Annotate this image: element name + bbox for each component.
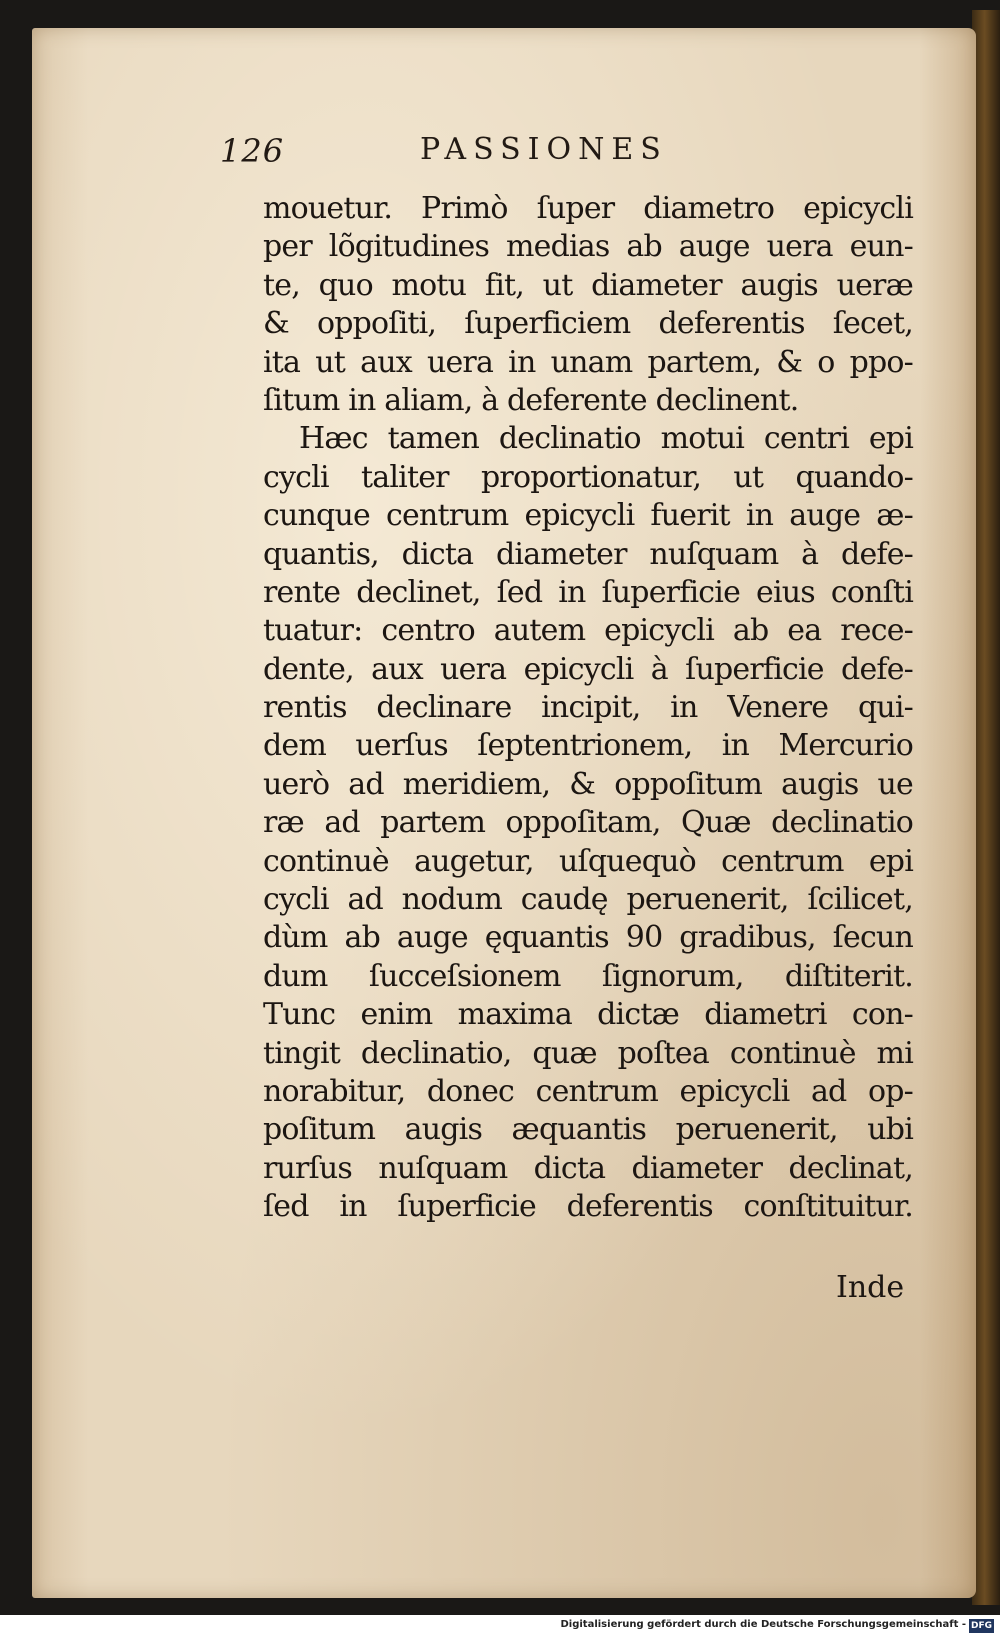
text-line: cycli taliter proportionatur, ut quando- [263,459,913,495]
text-line: & oppoſiti, ſuperficiem deferentis ſecet, [263,306,913,342]
text-line: ita ut aux uera in unam partem, & o ppo- [263,344,913,380]
text-line: dente, aux uera epicycli à ſuperficie defe- [263,651,913,687]
book-spine-edge [972,10,1000,1605]
text-line: Tunc enim maxima dictæ diametri con- [263,997,913,1033]
text-line: ſed in ſuperficie deferentis conſtituitur. [263,1189,913,1225]
text-line: uerò ad meridiem, & oppoſitum augis ue [263,766,913,802]
text-line: poſitum augis æquantis peruenerit, ubi [263,1112,913,1148]
running-head [220,122,720,172]
text-line: rente declinet, ſed in ſuperficie eius conſti [263,574,913,610]
body-text [263,190,913,1227]
text-line: norabitur, donec centrum epicycli ad op- [263,1073,913,1109]
text-line: tingit declinatio, quæ poſtea continuè mi [263,1035,913,1071]
paragraph-start-line: Hæc tamen declinatio motui centri epi [299,421,913,457]
text-line: rurſus nuſquam dicta diameter declinat, [263,1150,913,1186]
funding-credit: Digitalisierung gefördert durch die Deutsche Forschungsgemeinschaft - [560,1619,966,1630]
text-line: rentis declinare incipit, in Venere qui- [263,690,913,726]
dfg-logo: DFG [970,1621,992,1631]
text-line: per lõgitudines medias ab auge uera eun- [263,229,913,265]
text-line: dem uerſus ſeptentrionem, in Mercurio [263,728,913,764]
text-line: mouetur. Primò ſuper diametro epicycli [263,191,913,226]
catchword: Inde [836,1270,905,1305]
text-line: ræ ad partem oppoſitam, Quæ declinatio [263,805,913,841]
running-title: PASSIONES [420,132,668,167]
text-line: cycli ad nodum caudę peruenerit, ſcilicet, [263,882,913,918]
text-line: quantis, dicta diameter nuſquam à defe- [263,536,913,572]
text-line: dùm ab auge ęquantis 90 gradibus, ſecun [263,920,913,956]
page-number: 126 [220,132,285,170]
text-line: ſitum in aliam, à deferente declinent. [263,382,799,418]
text-line: dum ſucceſsionem ſignorum, diſtiterit. [263,958,913,994]
text-line: tuatur: centro autem epicycli ab ea rece- [263,613,913,649]
text-line: te, quo motu fit, ut diameter augis ueræ [263,267,913,303]
text-line: continuè augetur, uſquequò centrum epi [263,843,913,879]
digitization-footer [0,1615,1000,1639]
text-line: cunque centrum epicycli fuerit in auge æ- [263,498,913,534]
